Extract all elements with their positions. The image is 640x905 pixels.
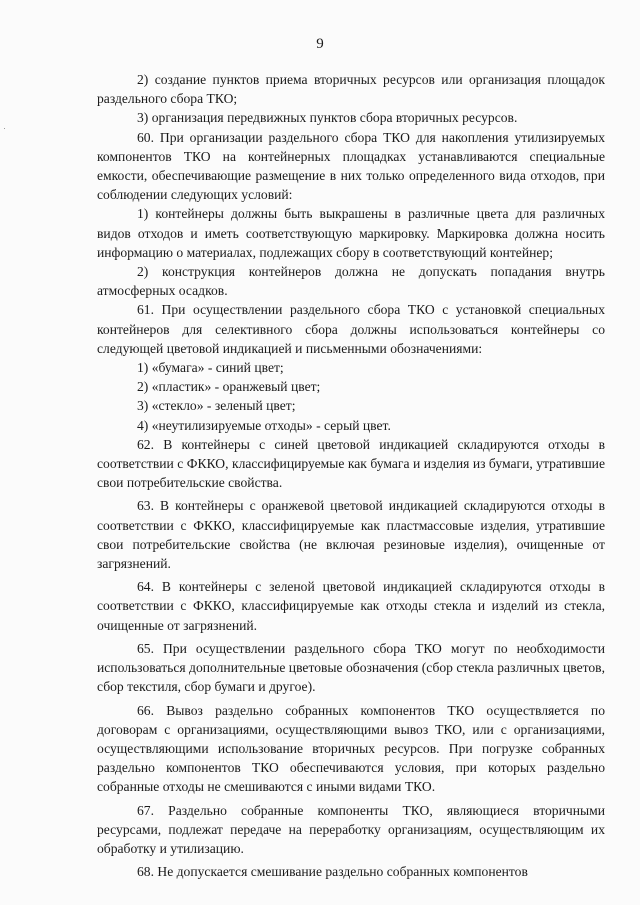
paragraph-61-item-3: 3) «стекло» - зеленый цвет; bbox=[137, 398, 296, 414]
paragraph-65: 65. При осуществлении раздельного сбора ТКО могут по необходимости использоваться дополнительные цветовые обозначения (сбор стекла различных цветов, сбор текстиля, сбор бумаги и другое). bbox=[97, 640, 605, 695]
paragraph-62: 62. В контейнеры с синей цветовой индикацией складируются отходы в соответствии с ФККО, классифицируемые как бумага и изделия из бумаги, утратившие свои потребительские свойства. bbox=[97, 436, 605, 491]
paragraph-67: 67. Раздельно собранные компоненты ТКО, являющиеся вторичными ресурсами, подлежат передаче на переработку организациям, осуществляющим их обработку и утилизацию. bbox=[97, 802, 605, 856]
paragraph-59-item-2: 2) создание пунктов приема вторичных ресурсов или организация площадок раздельного сбора ТКО; bbox=[97, 72, 605, 107]
document-body bbox=[97, 70, 605, 881]
paragraph-68: 68. Не допускается смешивание раздельно собранных компонентов bbox=[137, 864, 528, 880]
paragraph-60: 60. При организации раздельного сбора ТКО для накопления утилизируемых компонентов ТКО на контейнерных площадках устанавливаются специальные емкости, обеспечивающие размещение в них только определенного вида отходов, при соблюдении следующих условий: bbox=[97, 129, 605, 203]
paragraph-60-item-2: 2) конструкция контейнеров должна не допускать попадания внутрь атмосферных осадков. bbox=[97, 264, 605, 299]
paragraph-60-item-1: 1) контейнеры должны быть выкрашены в различные цвета для различных видов отходов и иметь соответствующую маркировку. Маркировка должна носить информацию о материалах, подлежащих сбору в соответствующий контейнер; bbox=[97, 206, 605, 260]
paragraph-61-item-2: 2) «пластик» - оранжевый цвет; bbox=[137, 379, 321, 395]
scan-speck bbox=[4, 128, 5, 129]
page-number: 9 bbox=[316, 36, 324, 52]
paragraph-61-item-1: 1) «бумага» - синий цвет; bbox=[137, 360, 284, 376]
paragraph-61: 61. При осуществлении раздельного сбора ТКО с установкой специальных контейнеров для селективного сбора должны использоваться контейнеры со следующей цветовой индикацией и письменными обозначениями: bbox=[97, 302, 605, 356]
paragraph-64: 64. В контейнеры с зеленой цветовой индикацией складируются отходы в соответствии с ФККО, классифицируемые как отходы стекла и изделий из стекла, очищенные от загрязнений. bbox=[97, 579, 605, 633]
paragraph-59-item-3: 3) организация передвижных пунктов сбора вторичных ресурсов. bbox=[137, 110, 518, 126]
paragraph-66: 66. Вывоз раздельно собранных компонентов ТКО осуществляется по договорам с организациями, осуществляющими вывоз ТКО, или с организациями, осуществляющими использование вторичных ресурсов. При погрузке собранных раздельно компонентов ТКО обеспечиваются условия, при которых раздельно собранные отходы не смешиваются с иными видами ТКО. bbox=[97, 702, 605, 795]
paragraph-63: 63. В контейнеры с оранжевой цветовой индикацией складируются отходы в соответствии с ФККО, классифицируемые как пластмассовые изделия, утратившие свои потребительские свойства (не включая резиновые изделия), очищенные от загрязнений. bbox=[97, 498, 605, 572]
paragraph-61-item-4: 4) «неутилизируемые отходы» - серый цвет. bbox=[137, 417, 391, 433]
